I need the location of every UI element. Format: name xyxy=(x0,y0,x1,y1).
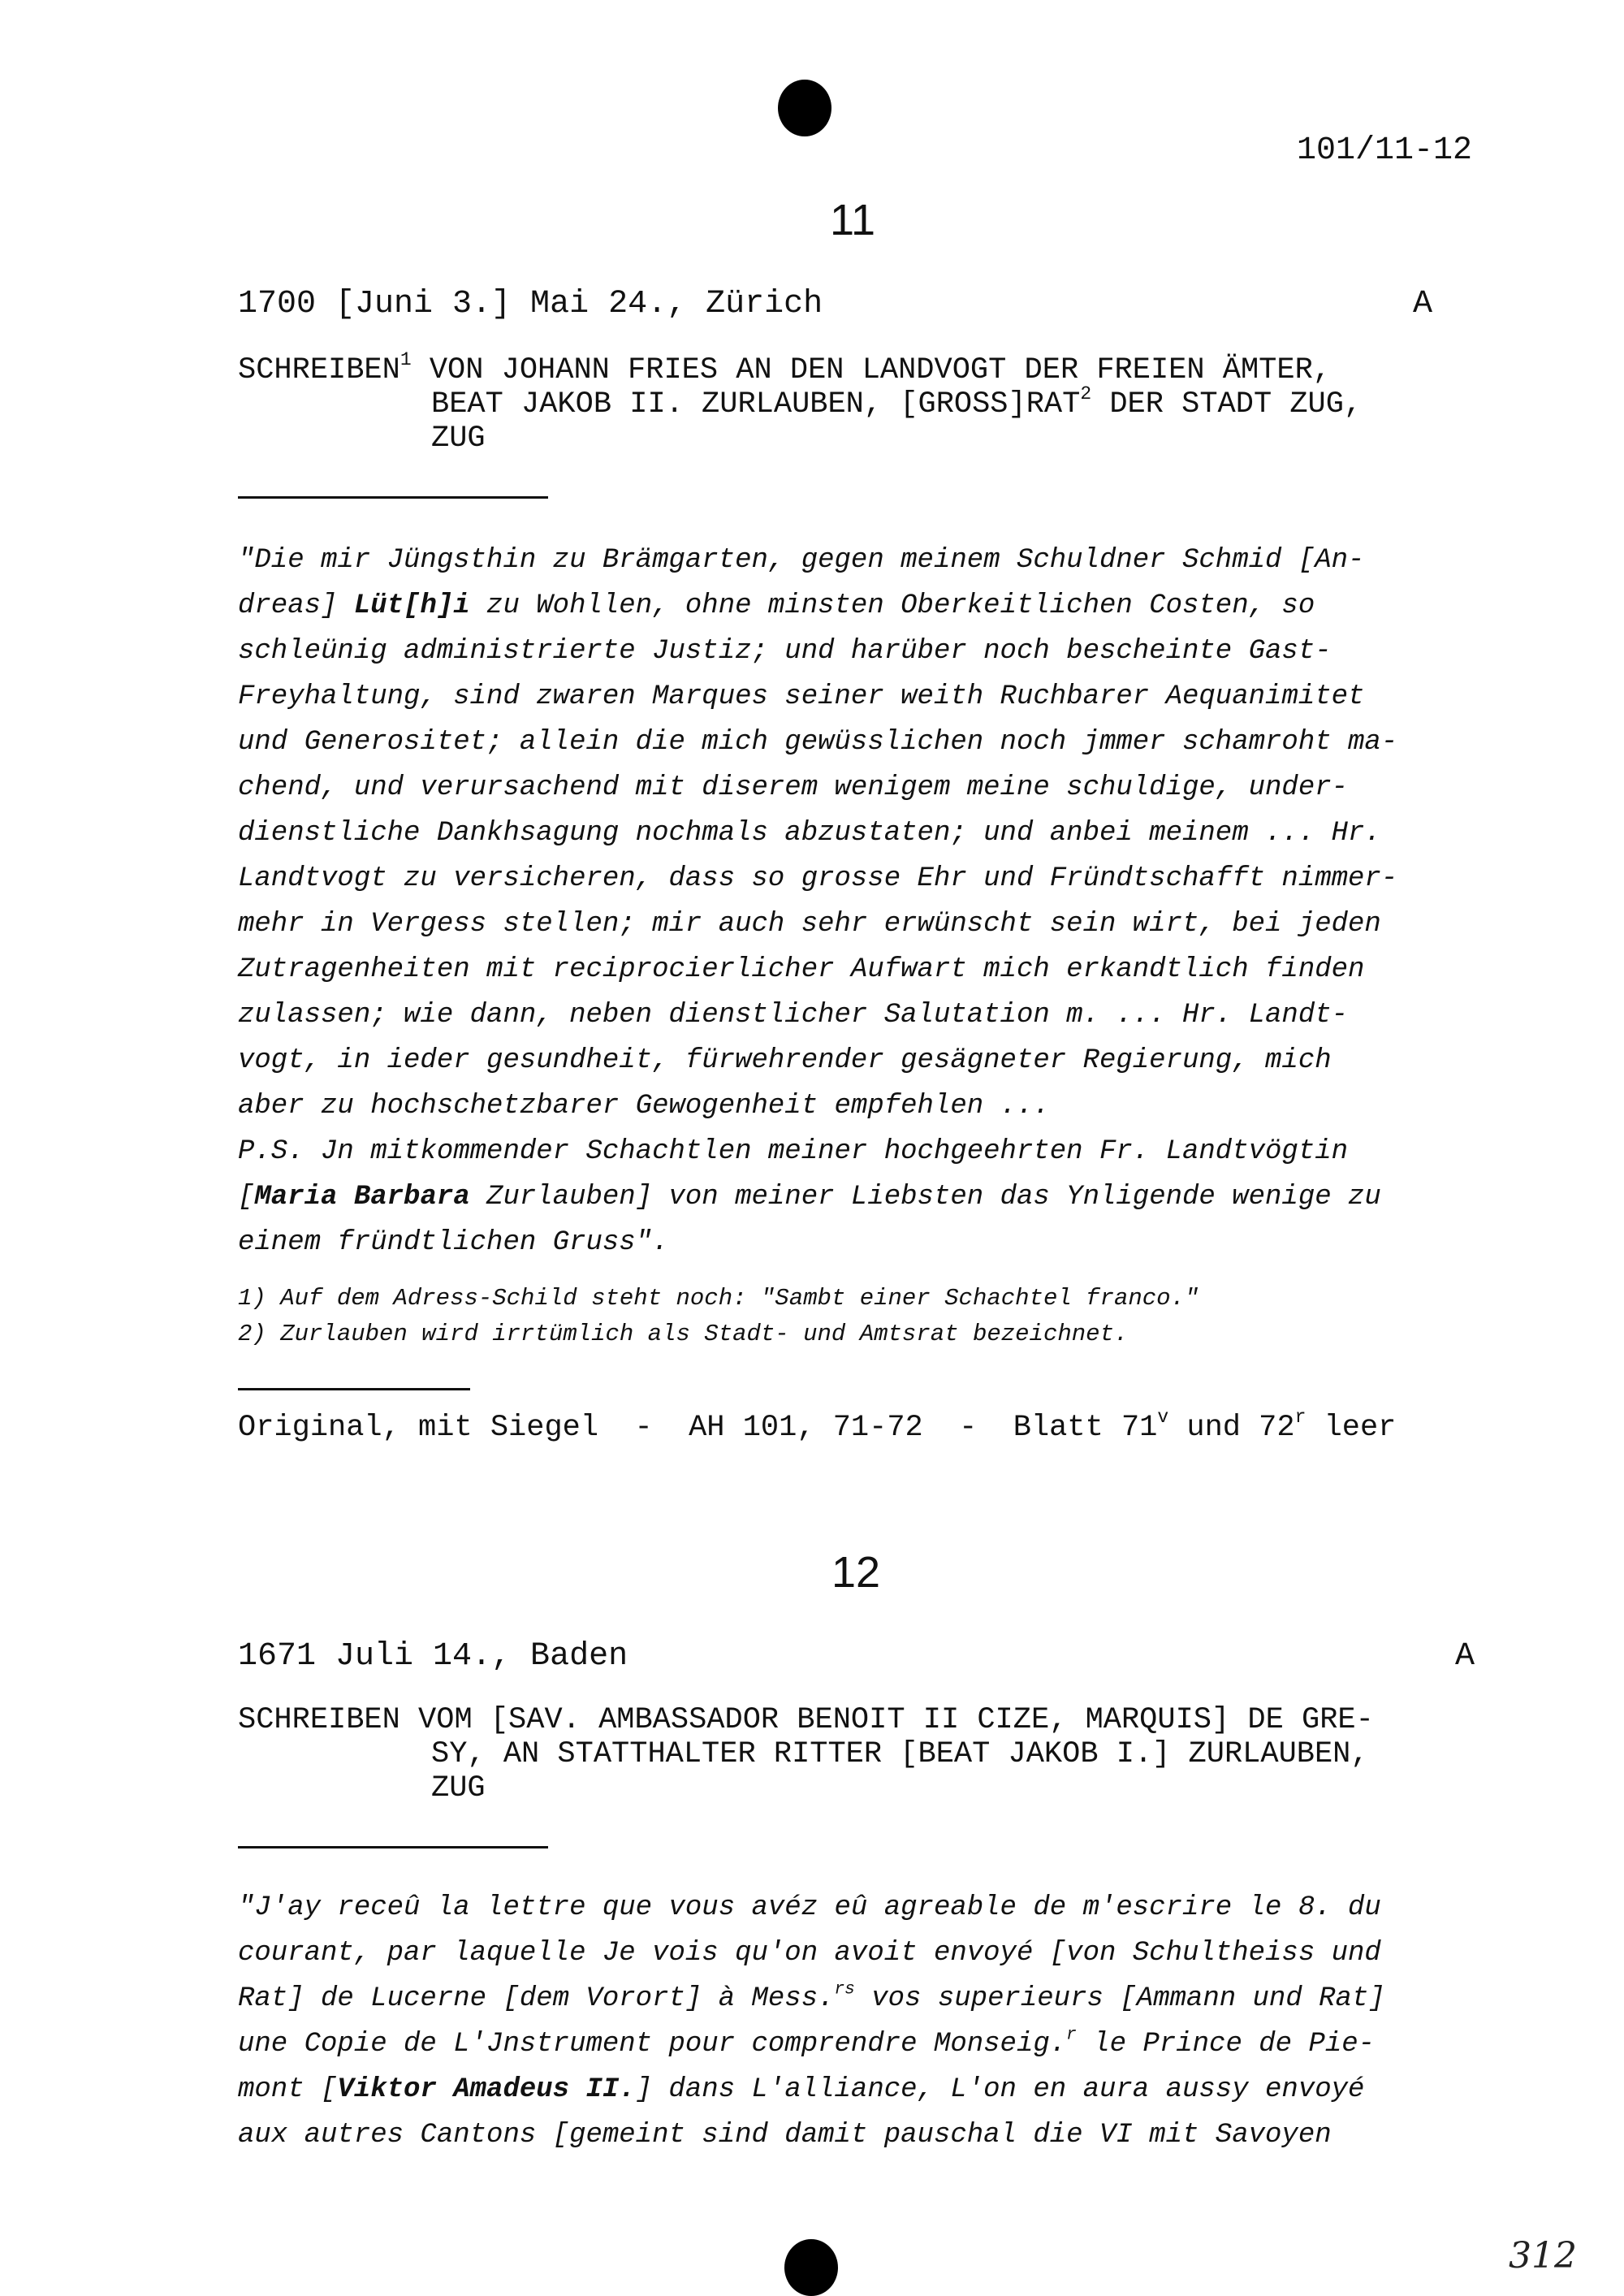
document-11-heading: SCHREIBEN$^1$ VON JOHANN FRIES AN DEN LANDVOGT DER FREIEN ÄMTER, BEAT JAKOB II. ZURLAUBEN, [GROSS]RAT$^2$ DER STADT ZUG, ZUG xyxy=(238,348,1363,456)
footnote-ref-2: 2 xyxy=(1080,383,1092,404)
heading-divider-12 xyxy=(238,1846,548,1848)
page-reference: 101/11-12 xyxy=(1297,132,1473,169)
document-11-date-place: 1700 [Juni 3.] Mai 24., Zürich xyxy=(238,286,823,322)
heading-divider xyxy=(238,496,548,499)
document-11-footnotes xyxy=(238,1281,1199,1352)
document-12-date-place: 1671 Juli 14., Baden xyxy=(238,1638,628,1675)
footnote-ref-1: 1 xyxy=(400,348,412,370)
footnote-divider xyxy=(238,1388,470,1390)
document-number-12: 12 xyxy=(831,1548,881,1597)
punch-hole-bottom xyxy=(784,2239,838,2296)
document-number-11: 11 xyxy=(830,196,876,244)
footnote-2: 2) Zurlauben wird irrtümlich als Stadt- und Amtsrat bezeichnet. xyxy=(238,1321,1129,1347)
document-12-type-marker: A xyxy=(1455,1638,1475,1675)
document-11-type-marker: A xyxy=(1413,286,1433,322)
document-11-original-note: Original, mit Siegel - AH 101, 71-72 - Blatt 71$^v$ und 72$^r$ leer xyxy=(238,1406,1397,1445)
document-12-quote: "J'ay receû la lettre que vous avéz eû agreable de m'escrire le 8. du courant, par laquelle Je vois qu'on avoit envoyé [von Schultheiss und Rat] de Lucerne [dem Vorort] à Mess.$^{rs}$ vos superieurs [Ammann und Rat] une Copie de L'Jnstrument pour comprendre Monseig.$^r$ le Prince de Pie- mont [Viktor Amadeus II.] dans L'alliance, L'on en aura aussy envoyé aux autres Cantons [gemeint sind damit pauschal die VI mit Savoyen xyxy=(238,1892,1385,2151)
punch-hole-top xyxy=(778,80,831,136)
document-12-heading: SCHREIBEN VOM [SAV. AMBASSADOR BENOIT II CIZE, MARQUIS] DE GRE- SY, AN STATTHALTER RITTER [BEAT JAKOB I.] ZURLAUBEN, ZUG xyxy=(238,1703,1374,1805)
document-11-quote: "Die mir Jüngsthin zu Brämgarten, gegen meinem Schuldner Schmid [An- dreas] Lüt[h]i zu Wohllen, ohne minsten Oberkeitlichen Costen, so schleünig administrierte Justiz; und harüber noch bescheinte Gast- Freyhaltung, sind zwaren Marques seiner weith Ruchbarer Aequanimitet und Generositet; allein die mich gewüsslichen noch jmmer schamroht ma- chend, und verursachend mit diserem wenigem meine schuldige, under- dienstliche Dankhsagung nochmals abzustaten; und anbei meinem ... Hr. Landtvogt zu versicheren, dass so grosse Ehr und Fründtschafft nimmer- mehr in Vergess stellen; mir auch sehr erwünscht sein wirt, bei jeden Zutragenheiten mit reciprocierlicher Aufwart mich erkandtlich finden zulassen; wie dann, neben dienstlicher Salutation m. ... Hr. Landt- vogt, in ieder gesundheit, fürwehrender gesägneter Regierung, mich aber zu hochschetzbarer Gewogenheit empfehlen ... P.S. Jn mitkommender Schachtlen meiner hochgeehrten Fr. Landtvögtin [Maria Barbara Zurlauben] von meiner Liebsten das Ynligende wenige zu einem fründtlichen Gruss". xyxy=(238,545,1398,1258)
handwritten-page-number: 312 xyxy=(1509,2235,1577,2277)
footnote-1: 1) Auf dem Adress-Schild steht noch: "Sambt einer Schachtel franco." xyxy=(238,1285,1199,1312)
